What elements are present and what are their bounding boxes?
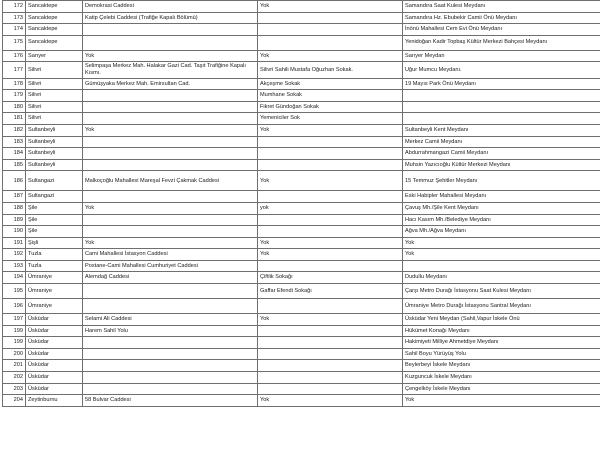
- district-cell: Şile: [26, 214, 83, 226]
- square-cell: Samandıra Hz. Ebubekir Camii Önü Meydanı: [403, 12, 600, 24]
- row-number: 192: [3, 249, 26, 261]
- district-cell: Zeytinburnu: [26, 395, 83, 407]
- row-number: 202: [3, 372, 26, 384]
- street-cell: [83, 299, 258, 314]
- street-cell: Malkoçoğlu Mahallesi Mareşal Fevzi Çakmak Caddesi: [83, 171, 258, 191]
- district-cell: Ümraniye: [26, 272, 83, 284]
- secondary-cell: [258, 348, 403, 360]
- square-cell: Çavuş Mh./Şile Kent Meydanı: [403, 202, 600, 214]
- district-cell: Üsküdar: [26, 383, 83, 395]
- district-cell: Silivri: [26, 101, 83, 113]
- secondary-cell: Gaffar Efendi Sokağı: [258, 284, 403, 299]
- secondary-cell: Yok: [258, 1, 403, 13]
- row-number: 185: [3, 159, 26, 171]
- square-cell: Yok: [403, 237, 600, 249]
- district-cell: Şişli: [26, 237, 83, 249]
- secondary-cell: [258, 214, 403, 226]
- secondary-cell: [258, 159, 403, 171]
- table-row: [3, 124, 600, 136]
- square-cell: Dudullu Meydanı: [403, 272, 600, 284]
- street-cell: [83, 337, 258, 349]
- square-cell: Muhsin Yazıcıoğlu Kültür Merkezi Meydanı: [403, 159, 600, 171]
- table-row: [3, 191, 600, 203]
- row-number: 177: [3, 62, 26, 78]
- secondary-cell: Silivri Sahili Mustafa Oğuzhan Sokak.: [258, 62, 403, 78]
- secondary-cell: Yok: [258, 171, 403, 191]
- row-number: 186: [3, 171, 26, 191]
- square-cell: Çarşı Metro Durağı İstasyonu Saat Kulesi Meydanı: [403, 284, 600, 299]
- secondary-cell: [258, 12, 403, 24]
- street-cell: Harem Sahil Yolu: [83, 325, 258, 337]
- table-row: [3, 12, 600, 24]
- district-cell: Üsküdar: [26, 372, 83, 384]
- secondary-cell: [258, 299, 403, 314]
- row-number: 189: [3, 214, 26, 226]
- street-cell: [83, 348, 258, 360]
- row-number: 187: [3, 191, 26, 203]
- street-cell: [83, 90, 258, 102]
- secondary-cell: Akçeşme Sokak: [258, 78, 403, 90]
- street-cell: Gümüşyaka Merkez Mah. Emirsultan Cad.: [83, 78, 258, 90]
- secondary-cell: [258, 191, 403, 203]
- square-cell: [403, 101, 600, 113]
- table-row: [3, 202, 600, 214]
- table-row: [3, 113, 600, 125]
- district-cell: Ümraniye: [26, 284, 83, 299]
- district-cell: Silivri: [26, 113, 83, 125]
- square-cell: Yok: [403, 395, 600, 407]
- row-number: 204: [3, 395, 26, 407]
- street-cell: [83, 214, 258, 226]
- row-number: 190: [3, 226, 26, 238]
- square-cell: Beylerbeyi İskele Meydanı: [403, 360, 600, 372]
- district-cell: Sarıyer: [26, 50, 83, 62]
- district-cell: Üsküdar: [26, 314, 83, 326]
- table-row: [3, 260, 600, 272]
- district-cell: Üsküdar: [26, 337, 83, 349]
- secondary-cell: Yok: [258, 314, 403, 326]
- square-cell: Abdurrahmangazi Camii Meydanı: [403, 148, 600, 160]
- street-cell: Alemdağ Caddesi: [83, 272, 258, 284]
- square-cell: Hükümet Konağı Meydanı: [403, 325, 600, 337]
- row-number: 200: [3, 348, 26, 360]
- street-cell: [83, 226, 258, 238]
- row-number: 188: [3, 202, 26, 214]
- square-cell: Uğur Mumcu Meydanı.: [403, 62, 600, 78]
- district-cell: Tuzla: [26, 249, 83, 261]
- square-cell: İnönü Mahallesi Cem Evi Önü Meydanı: [403, 24, 600, 36]
- district-cell: Sultanbeyli: [26, 124, 83, 136]
- secondary-cell: [258, 337, 403, 349]
- district-cell: Silivri: [26, 62, 83, 78]
- square-cell: Üsküdar Yeni Meydan (Sahil,Vapur İskele Önü: [403, 314, 600, 326]
- street-cell: [83, 35, 258, 50]
- table-row: [3, 35, 600, 50]
- secondary-cell: Yemeniciler Sok: [258, 113, 403, 125]
- street-cell: Yok: [83, 202, 258, 214]
- street-cell: 58 Bulvar Caddesi: [83, 395, 258, 407]
- row-number: 173: [3, 12, 26, 24]
- street-cell: [83, 383, 258, 395]
- square-cell: Eski Habipler Mahallesi Meydanı: [403, 191, 600, 203]
- district-cell: Sancaktepe: [26, 35, 83, 50]
- row-number: 199: [3, 337, 26, 349]
- table-row: [3, 314, 600, 326]
- table-row: [3, 1, 600, 13]
- district-cell: Şile: [26, 226, 83, 238]
- square-cell: [403, 113, 600, 125]
- square-cell: [403, 260, 600, 272]
- square-cell: Hakimiyeti Milliye Ahmetdiye Meydanı: [403, 337, 600, 349]
- square-cell: Merkez Camii Meydanı: [403, 136, 600, 148]
- square-cell: Sultanbeyli Kent Meydanı: [403, 124, 600, 136]
- table-row: [3, 90, 600, 102]
- table-row: [3, 337, 600, 349]
- table-row: [3, 101, 600, 113]
- secondary-cell: yok: [258, 202, 403, 214]
- secondary-cell: Mumhane Sokak: [258, 90, 403, 102]
- row-number: 203: [3, 383, 26, 395]
- row-number: 194: [3, 272, 26, 284]
- street-cell: Cami Mahallesi İstasyon Caddesi: [83, 249, 258, 261]
- secondary-cell: Yok: [258, 124, 403, 136]
- row-number: 175: [3, 35, 26, 50]
- district-cell: Ümraniye: [26, 299, 83, 314]
- row-number: 197: [3, 314, 26, 326]
- row-number: 191: [3, 237, 26, 249]
- secondary-cell: [258, 360, 403, 372]
- table-row: [3, 136, 600, 148]
- row-number: 201: [3, 360, 26, 372]
- secondary-cell: [258, 372, 403, 384]
- table-row: [3, 372, 600, 384]
- street-cell: Yok: [83, 124, 258, 136]
- table-row: [3, 24, 600, 36]
- square-cell: Yok: [403, 249, 600, 261]
- street-cell: [83, 24, 258, 36]
- square-cell: Yenidoğan Kadir Topbaş Kültür Merkezi Bahçesi Meydanı: [403, 35, 600, 50]
- district-cell: Sancaktepe: [26, 12, 83, 24]
- table-row: [3, 50, 600, 62]
- secondary-cell: [258, 35, 403, 50]
- district-cell: Sancaktepe: [26, 24, 83, 36]
- district-cell: Sultanbeyli: [26, 136, 83, 148]
- secondary-cell: Çiftlik Sokağı: [258, 272, 403, 284]
- table-row: [3, 360, 600, 372]
- row-number: 196: [3, 299, 26, 314]
- square-cell: Sarıyer Meydan: [403, 50, 600, 62]
- district-cell: Sultanbeyli: [26, 148, 83, 160]
- district-cell: Sultangazi: [26, 191, 83, 203]
- square-cell: Ağva Mh./Ağva Meydanı: [403, 226, 600, 238]
- table-row: [3, 214, 600, 226]
- district-cell: Silivri: [26, 78, 83, 90]
- table-row: [3, 148, 600, 160]
- street-cell: Katip Çelebi Caddesi (Trafiğe Kapalı Bölümü): [83, 12, 258, 24]
- square-cell: Çengelköy İskele Meydanı: [403, 383, 600, 395]
- street-cell: Selimpaşa Merkez Mah. Halakar Gazi Cad. Taşıt Trafiğine Kapalı Kısmı.: [83, 62, 258, 78]
- secondary-cell: [258, 24, 403, 36]
- street-cell: [83, 191, 258, 203]
- square-cell: Ümraniye Metro Durağı İstasyonu Santral Meydanı: [403, 299, 600, 314]
- table-row: [3, 171, 600, 191]
- street-cell: Yok: [83, 237, 258, 249]
- row-number: 195: [3, 284, 26, 299]
- secondary-cell: [258, 383, 403, 395]
- secondary-cell: Yok: [258, 249, 403, 261]
- square-cell: Kuzguncuk İskele Meydanı: [403, 372, 600, 384]
- street-cell: Selami Ali Caddesi: [83, 314, 258, 326]
- district-cell: Üsküdar: [26, 325, 83, 337]
- table-row: [3, 62, 600, 78]
- district-cell: Sultanbeyli: [26, 159, 83, 171]
- locations-table: [2, 0, 600, 407]
- secondary-cell: [258, 260, 403, 272]
- street-cell: Postane-Cami Mahallesi Cumhuriyet Caddesi: [83, 260, 258, 272]
- table-row: [3, 249, 600, 261]
- secondary-cell: Yok: [258, 395, 403, 407]
- square-cell: Sahil Boyu Yürüyüş Yolu: [403, 348, 600, 360]
- district-cell: Silivri: [26, 90, 83, 102]
- secondary-cell: Yok: [258, 237, 403, 249]
- row-number: 178: [3, 78, 26, 90]
- row-number: 172: [3, 1, 26, 13]
- square-cell: Samandıra Saat Kulesi Meydanı: [403, 1, 600, 13]
- row-number: 183: [3, 136, 26, 148]
- district-cell: Tuzla: [26, 260, 83, 272]
- table-body: [3, 1, 600, 407]
- table-row: [3, 325, 600, 337]
- table-row: [3, 159, 600, 171]
- row-number: 193: [3, 260, 26, 272]
- district-cell: Sancaktepe: [26, 1, 83, 13]
- street-cell: [83, 136, 258, 148]
- table-row: [3, 237, 600, 249]
- street-cell: [83, 101, 258, 113]
- street-cell: [83, 284, 258, 299]
- secondary-cell: [258, 226, 403, 238]
- district-cell: Şile: [26, 202, 83, 214]
- district-cell: Üsküdar: [26, 348, 83, 360]
- secondary-cell: [258, 325, 403, 337]
- row-number: 184: [3, 148, 26, 160]
- table-row: [3, 78, 600, 90]
- secondary-cell: [258, 148, 403, 160]
- street-cell: [83, 148, 258, 160]
- table-row: [3, 383, 600, 395]
- secondary-cell: Yok: [258, 50, 403, 62]
- street-cell: Yok: [83, 50, 258, 62]
- table-row: [3, 299, 600, 314]
- row-number: 181: [3, 113, 26, 125]
- secondary-cell: Fikret Gündoğan Sokak: [258, 101, 403, 113]
- row-number: 179: [3, 90, 26, 102]
- table-row: [3, 226, 600, 238]
- street-cell: [83, 360, 258, 372]
- row-number: 199: [3, 325, 26, 337]
- street-cell: [83, 372, 258, 384]
- row-number: 176: [3, 50, 26, 62]
- row-number: 174: [3, 24, 26, 36]
- square-cell: [403, 90, 600, 102]
- row-number: 182: [3, 124, 26, 136]
- street-cell: Demokrasi Caddesi: [83, 1, 258, 13]
- square-cell: 15 Temmuz Şehitler Meydanı: [403, 171, 600, 191]
- square-cell: Hacı Kasım Mh./Belediye Meydanı: [403, 214, 600, 226]
- district-cell: Sultangazi: [26, 171, 83, 191]
- row-number: 180: [3, 101, 26, 113]
- table-row: [3, 284, 600, 299]
- district-cell: Üsküdar: [26, 360, 83, 372]
- table-row: [3, 272, 600, 284]
- street-cell: [83, 113, 258, 125]
- table-row: [3, 348, 600, 360]
- street-cell: [83, 159, 258, 171]
- table-row: [3, 395, 600, 407]
- square-cell: 19 Mayıs Park Önü Meydanı: [403, 78, 600, 90]
- secondary-cell: [258, 136, 403, 148]
